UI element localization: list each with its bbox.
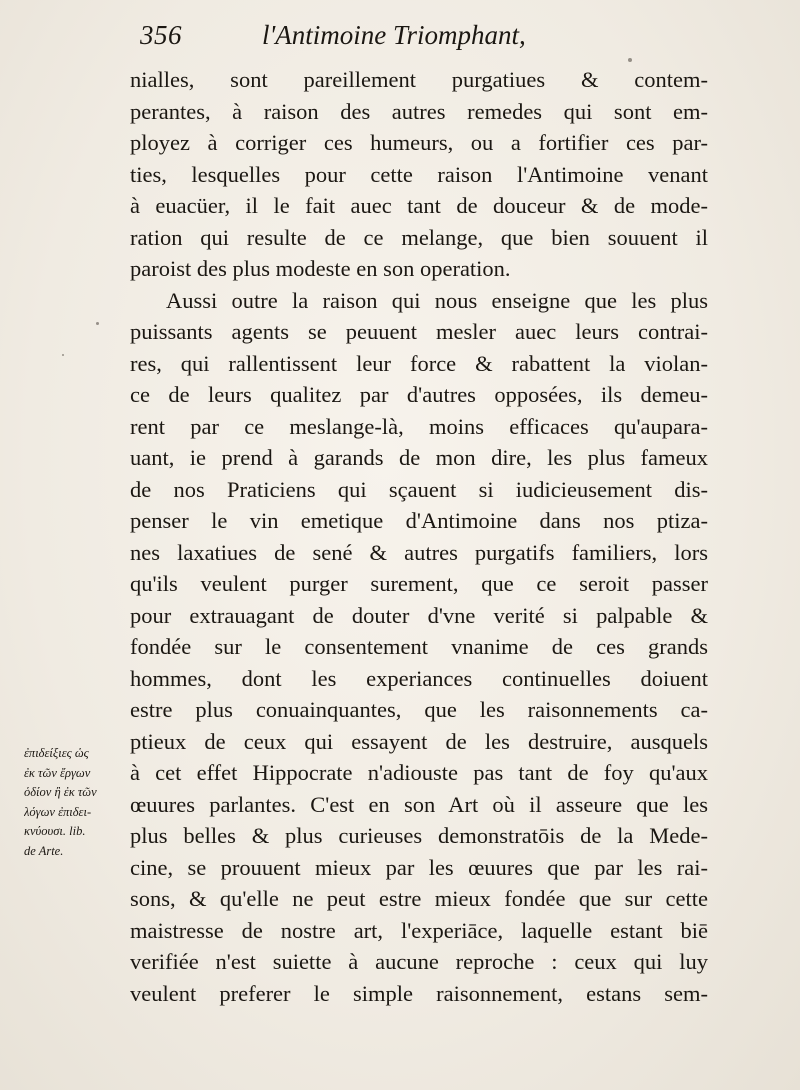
paragraph-end-line: paroist des plus modeste en son operation. — [130, 256, 511, 281]
text-line: ties, lesquelles pour cette raison l'Antimoine venant — [130, 161, 708, 187]
paragraph-start-line: Aussi outre la raison qui nous enseigne que les plus — [166, 287, 708, 313]
text-line: ployez à corriger ces humeurs, ou a fortifier ces par- — [130, 130, 708, 155]
text-line: nialles, sont pareillement purgatiues & contem- — [130, 67, 708, 92]
text-line: de nos Praticiens qui sçauent si iudicieusement dis- — [130, 476, 708, 502]
ink-speck — [96, 322, 99, 325]
ink-speck — [62, 354, 64, 356]
text-line: maistresse de nostre art, l'experiācе, laquelle estant biē — [130, 917, 708, 943]
margin-note-line: κνύουσι. lib. — [24, 824, 86, 838]
text-line: pour extrauagant de douter d'vne verité si palpable & — [130, 602, 708, 628]
text-line: rent par ce meslange-là, moins efficaces qu'aupara- — [130, 413, 708, 439]
margin-note — [24, 744, 128, 861]
text-line: nes laxatiues de sené & autres purgatifs familiers, lors — [130, 539, 708, 565]
margin-note-line: de Arte. — [24, 843, 64, 858]
text-line: plus belles & plus curieuses demonstratōis de la Mede- — [130, 823, 708, 848]
text-line: qu'ils veulent purger surement, que ce seroit passer — [130, 571, 708, 596]
text-line: sons, & qu'elle ne peut estre mieux fondée que sur cette — [130, 886, 708, 911]
text-line: estre plus conuainquantes, que les raisonnements ca- — [130, 697, 708, 722]
text-line: verifiée n'est suiette à aucune reproche : ceux qui luy — [130, 949, 708, 974]
text-line: perantes, à raison des autres remedes qui sont em- — [130, 98, 708, 124]
text-line: à cet effet Hippocrate n'adiouste pas tant de foy qu'aux — [130, 760, 708, 785]
margin-note-line: ἐπιδείξιες ὡς — [24, 746, 89, 760]
text-line: ration qui resulte de ce melange, que bien souuent il — [130, 224, 708, 250]
text-line: res, qui rallentissent leur force & rabattent la violan- — [130, 350, 708, 376]
running-head — [140, 20, 630, 64]
margin-note-line: ὁδίον ἢ ἐκ τῶν — [24, 785, 97, 799]
text-line: ptieux de ceux qui essayent de les destruire, ausquels — [130, 728, 708, 754]
ink-speck — [628, 58, 632, 62]
text-line: puissants agents se peuuent mesler auec leurs contrai- — [130, 319, 708, 344]
running-title: l'Antimoine Triomphant, — [262, 20, 526, 50]
text-line: fondée sur le consentement vnanime de ces grands — [130, 634, 708, 659]
body-text — [130, 64, 708, 1009]
page-number: 356 — [140, 20, 182, 50]
text-line: hommes, dont les experiances continuelles doiuent — [130, 665, 708, 691]
text-line: uant, ie prend à garands de mon dire, les plus fameux — [130, 445, 708, 470]
text-line: penser le vin emetique d'Antimoine dans nos ptiza- — [130, 508, 708, 533]
margin-note-line: λόγων ἐπιδει- — [24, 804, 92, 819]
text-line: œuures parlantes. C'est en son Art où il asseure que les — [130, 791, 708, 817]
text-line: ce de leurs qualitez par d'autres opposées, ils demeu- — [130, 382, 708, 407]
text-line: à euacüer, il le fait auec tant de douceur & de mode- — [130, 193, 708, 218]
text-line: veulent preferer le simple raisonnement, estans sem- — [130, 980, 708, 1006]
text-line: cine, se prouuent mieux par les œuures que par les rai- — [130, 854, 708, 880]
margin-note-line: ἐκ τῶν ἔργων — [24, 765, 91, 780]
